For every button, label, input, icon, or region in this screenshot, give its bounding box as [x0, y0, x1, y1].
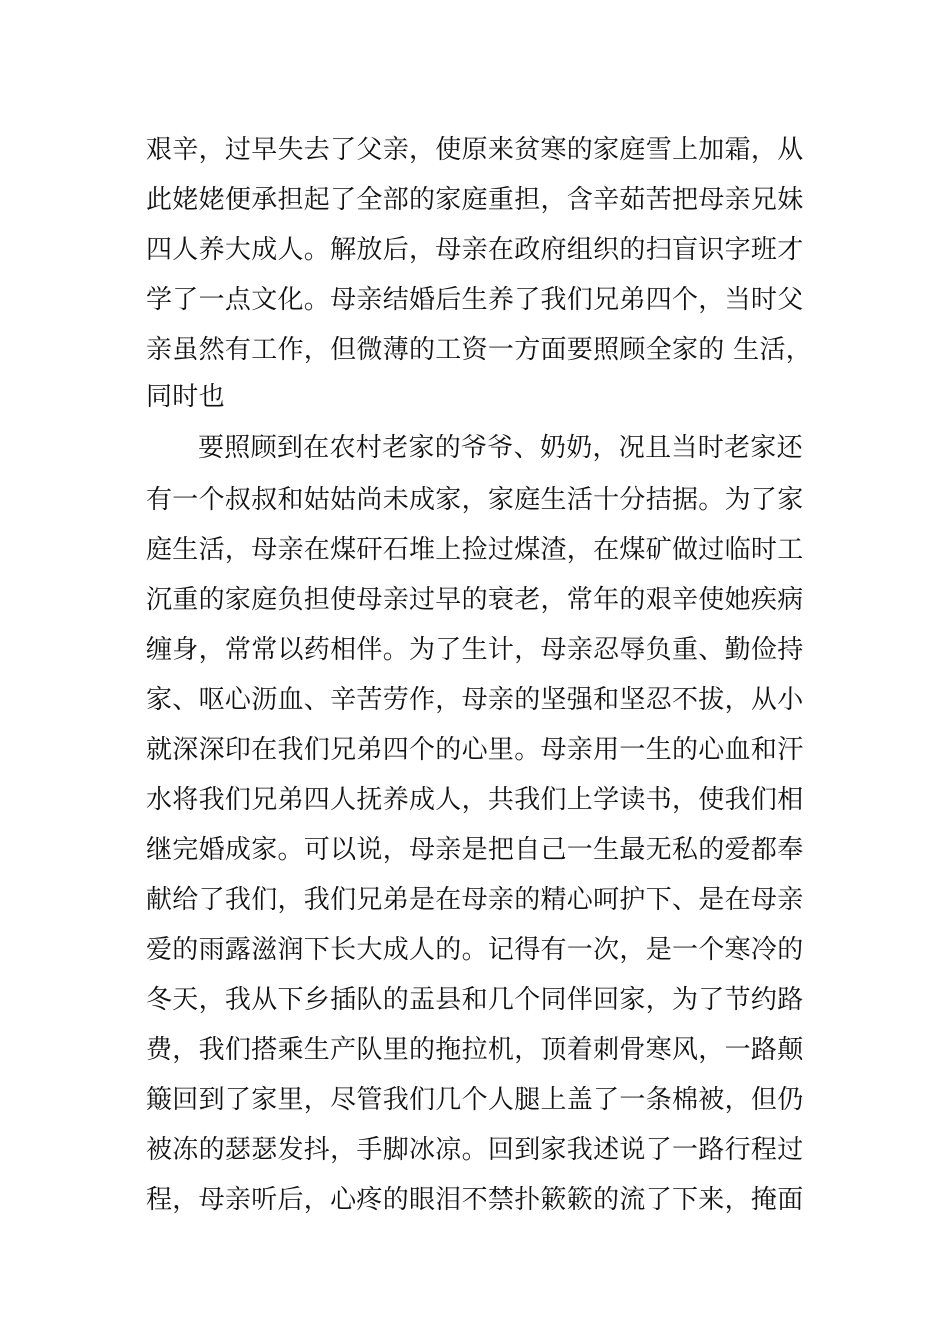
text-line: 同时也 — [146, 382, 225, 412]
text-line: 沉重的家庭负担使母亲过早的衰老，常年的艰辛使她疾病 — [146, 585, 804, 615]
text-line: 费，我们搭乘生产队里的拖拉机，顶着刺骨寒风，一路颠 — [146, 1035, 804, 1065]
text-line: 庭生活，母亲在煤矸石堆上捡过煤渣，在煤矿做过临时工 — [146, 535, 804, 565]
text-line: 家、呕心沥血、辛苦劳作，母亲的坚强和坚忍不拔，从小 — [146, 685, 804, 715]
text-line: 被冻的瑟瑟发抖，手脚冰凉。回到家我述说了一路行程过 — [146, 1135, 804, 1165]
text-line: 学了一点文化。母亲结婚后生养了我们兄弟四个，当时父 — [146, 285, 804, 315]
text-line: 爱的雨露滋润下长大成人的。记得有一次，是一个寒冷的 — [146, 935, 804, 965]
text-line: 簸回到了家里，尽管我们几个人腿上盖了一条棉被，但仍 — [146, 1085, 804, 1115]
text-line: 继完婚成家。可以说，母亲是把自己一生最无私的爱都奉 — [146, 835, 804, 865]
text-line: 水将我们兄弟四人抚养成人，共我们上学读书，使我们相 — [146, 785, 804, 815]
text-line: 程，母亲听后，心疼的眼泪不禁扑簌簌的流了下来，掩面 — [146, 1185, 804, 1215]
text-line: 此姥姥便承担起了全部的家庭重担，含辛茹苦把母亲兄妹 — [146, 185, 804, 215]
text-line: 就深深印在我们兄弟四个的心里。母亲用一生的心血和汗 — [146, 735, 804, 765]
text-line: 冬天，我从下乡插队的盂县和几个同伴回家，为了节约路 — [146, 985, 804, 1015]
text-line: 有一个叔叔和姑姑尚未成家，家庭生活十分拮据。为了家 — [146, 485, 804, 515]
text-line: 四人养大成人。解放后，母亲在政府组织的扫盲识字班才 — [146, 235, 804, 265]
paragraph-first-line: 要照顾到在农村老家的爷爷、奶奶，况且当时老家还 — [198, 433, 803, 463]
text-line: 亲虽然有工作，但微薄的工资一方面要照顾全家的 生活， — [146, 335, 813, 365]
text-line: 献给了我们，我们兄弟是在母亲的精心呵护下、是在母亲 — [146, 885, 804, 915]
text-line: 艰辛，过早失去了父亲，使原来贫寒的家庭雪上加霜，从 — [146, 135, 804, 165]
text-line: 缠身，常常以药相伴。为了生计，母亲忍辱负重、勤俭持 — [146, 635, 804, 665]
